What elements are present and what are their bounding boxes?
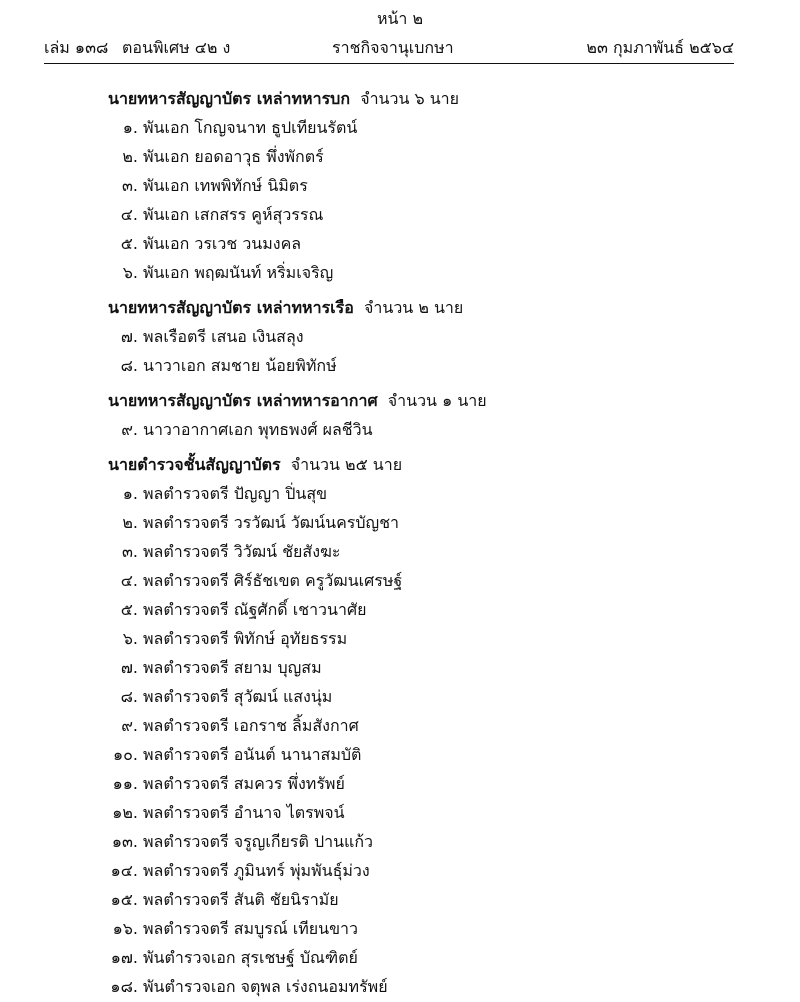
entry-number: ๒.: [122, 147, 138, 166]
section-count: จำนวน ๑ นาย: [387, 391, 487, 410]
section-heading: [0, 450, 800, 479]
entry-name: พลตำรวจตรี วรวัฒน์ วัฒน์นครบัญชา: [143, 513, 400, 532]
list-item: [0, 624, 800, 653]
entry-name: พลตำรวจตรี ภูมินทร์ พุ่มพันธุ์ม่วง: [143, 861, 370, 880]
entry-number: ๑.: [122, 118, 138, 137]
list-item: [0, 943, 800, 972]
section-count: จำนวน ๖ นาย: [360, 89, 460, 108]
list-item: [0, 972, 800, 1001]
list-item: [0, 798, 800, 827]
entry-number: ๕.: [120, 600, 138, 619]
entry-name: พันเอก ยอดอาวุธ พึ่งพักตร์: [143, 147, 324, 166]
entry-name: พลตำรวจตรี วิวัฒน์ ชัยสังฆะ: [143, 542, 341, 561]
list-item: [0, 682, 800, 711]
section-title: นายทหารสัญญาบัตร เหล่าทหารบก: [108, 89, 351, 108]
list-item: [0, 258, 800, 287]
entry-name: พันเอก โกญจนาท ธูปเทียนรัตน์: [143, 118, 358, 137]
entry-number: ๗.: [120, 658, 138, 677]
entry-number: ๑.: [122, 484, 138, 503]
entry-number: ๕.: [120, 234, 138, 253]
entry-number: ๘.: [120, 687, 138, 706]
gazette-title: ราชกิจจานุเบกษา: [332, 38, 454, 57]
entry-name: พลตำรวจตรี อำนาจ ไตรพจน์: [143, 803, 345, 822]
list-item: [0, 322, 800, 351]
entry-name: พลตำรวจตรี ศิร์ธัชเขต ครูวัฒนเศรษฐ์: [143, 571, 403, 590]
entry-number: ๗.: [120, 327, 138, 346]
entry-number: ๑๔.: [110, 861, 138, 880]
entry-number: ๙.: [121, 716, 138, 735]
volume-number: เล่ม ๑๓๘: [44, 38, 109, 57]
list-item: [0, 200, 800, 229]
entry-name: พลตำรวจตรี จรูญเกียรติ ปานแก้ว: [143, 832, 374, 851]
entry-name: พลตำรวจตรี สมบูรณ์ เทียนขาว: [143, 919, 358, 938]
entry-number: ๔.: [120, 571, 138, 590]
entry-number: ๒.: [122, 513, 138, 532]
list-item: [0, 653, 800, 682]
entry-number: ๑๐.: [112, 745, 138, 764]
list-item: [0, 171, 800, 200]
entry-name: พันเอก วรเวช วนมงคล: [143, 234, 302, 253]
entry-name: พลตำรวจตรี อนันต์ นานาสมบัติ: [143, 745, 362, 764]
entry-number: ๖.: [122, 629, 138, 648]
section-title: นายทหารสัญญาบัตร เหล่าทหารเรือ: [108, 298, 354, 317]
list-item: [0, 113, 800, 142]
entry-number: ๓.: [121, 176, 138, 195]
entry-number: ๔.: [120, 205, 138, 224]
entry-name: พลตำรวจตรี เอกราช ลิ้มสังกาศ: [143, 716, 359, 735]
section-title: นายทหารสัญญาบัตร เหล่าทหารอากาศ: [108, 391, 378, 410]
list-item: [0, 537, 800, 566]
entry-name: พลตำรวจตรี สมควร พึ่งทรัพย์: [143, 774, 345, 793]
section-heading: [0, 84, 800, 113]
entry-name: พันเอก เทพพิทักษ์ นิมิตร: [143, 176, 308, 195]
list-item: [0, 740, 800, 769]
list-item: [0, 711, 800, 740]
entry-name: พันเอก พฤฒนันท์ หริ่มเจริญ: [143, 263, 334, 282]
entry-number: ๑๓.: [111, 832, 138, 851]
entry-number: ๑๘.: [110, 977, 138, 996]
section-title: นายตำรวจชั้นสัญญาบัตร: [108, 455, 281, 474]
entry-name: พลตำรวจตรี พิทักษ์ อุทัยธรรม: [143, 629, 348, 648]
page-number: หน้า ๒: [376, 9, 424, 28]
entry-number: ๑๖.: [112, 919, 138, 938]
gazette-header: [44, 36, 734, 60]
entry-name: พันตำรวจเอก สุรเชษฐ์ บัณฑิตย์: [143, 948, 358, 967]
issue-number: ตอนพิเศษ ๔๒ ง: [122, 38, 231, 57]
entry-name: นาวาเอก สมชาย น้อยพิทักษ์: [143, 356, 337, 375]
entry-number: ๑๕.: [110, 890, 138, 909]
entry-name: พลตำรวจตรี ณัฐศักดิ์ เชาวนาศัย: [143, 600, 367, 619]
section-heading: [0, 293, 800, 322]
list-item: [0, 351, 800, 380]
list-item: [0, 595, 800, 624]
list-item: [0, 479, 800, 508]
list-item: [0, 827, 800, 856]
list-item: [0, 885, 800, 914]
section-count: จำนวน ๒๕ นาย: [290, 455, 403, 474]
entry-name: พลตำรวจตรี ปัญญา ปิ่นสุข: [143, 484, 328, 503]
entry-name: พันตำรวจเอก จตุพล เร่งถนอมทรัพย์: [143, 977, 388, 996]
entry-name: พลตำรวจตรี สยาม บุญสม: [143, 658, 322, 677]
appointment-list: [0, 84, 800, 1001]
entry-number: ๖.: [122, 263, 138, 282]
entry-name: พลตำรวจตรี สุวัฒน์ แสงนุ่ม: [143, 687, 333, 706]
list-item: [0, 142, 800, 171]
entry-number: ๑๒.: [112, 803, 138, 822]
section-heading: [0, 386, 800, 415]
entry-name: พลเรือตรี เสนอ เงินสลุง: [143, 327, 304, 346]
entry-number: ๑๑.: [112, 774, 138, 793]
entry-name: พันเอก เสกสรร คูห์สุวรรณ: [143, 205, 324, 224]
entry-number: ๑๗.: [110, 948, 138, 967]
section-count: จำนวน ๒ นาย: [364, 298, 464, 317]
entry-number: ๙.: [121, 420, 138, 439]
entry-name: นาวาอากาศเอก พุทธพงศ์ ผลชีวิน: [143, 420, 373, 439]
list-item: [0, 229, 800, 258]
header-rule: [44, 63, 734, 64]
publication-date: ๒๓ กุมภาพันธ์ ๒๕๖๔: [586, 38, 734, 57]
entry-name: พลตำรวจตรี สันติ ชัยนิรามัย: [143, 890, 339, 909]
list-item: [0, 566, 800, 595]
list-item: [0, 415, 800, 444]
list-item: [0, 914, 800, 943]
entry-number: ๓.: [121, 542, 138, 561]
entry-number: ๘.: [120, 356, 138, 375]
list-item: [0, 508, 800, 537]
list-item: [0, 769, 800, 798]
list-item: [0, 856, 800, 885]
